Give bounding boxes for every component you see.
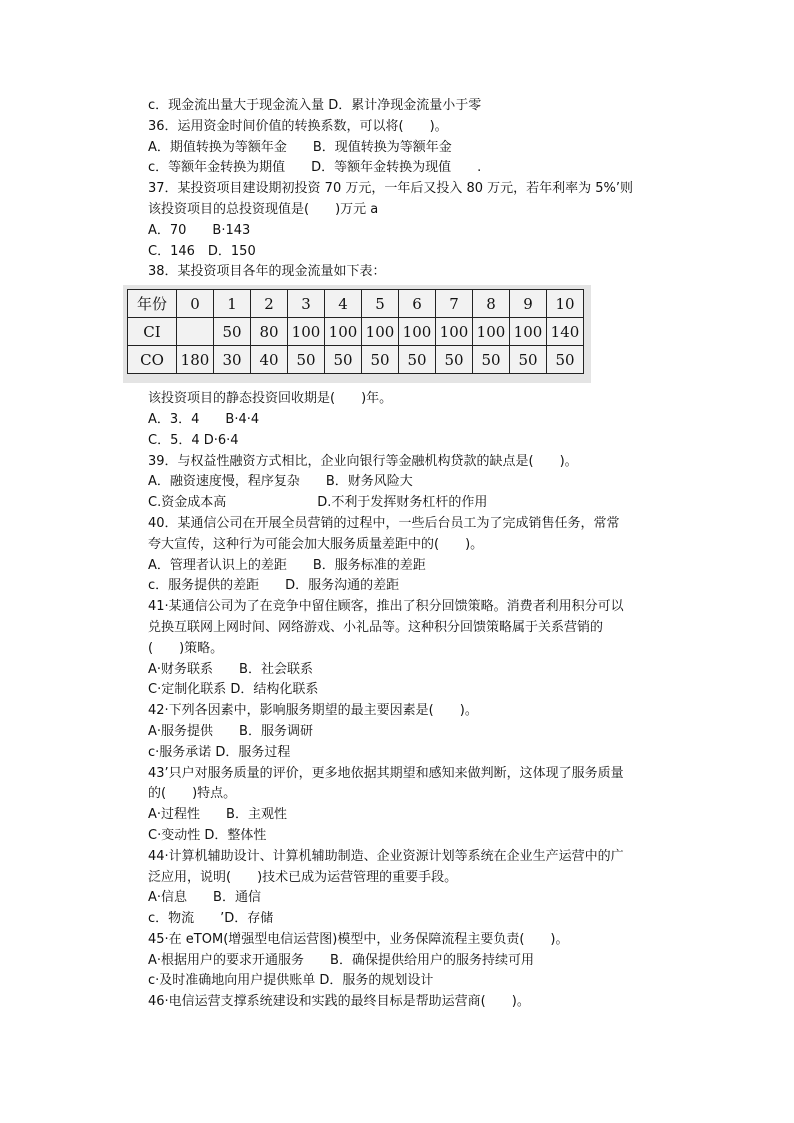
table-cell: 40 <box>251 346 288 374</box>
text-line: A．期值转换为等额年金 B．现值转换为等额年金 <box>148 139 452 155</box>
table-cell: 2 <box>251 290 288 318</box>
text-line: 的( )特点。 <box>148 786 237 802</box>
table-cell: 180 <box>177 346 214 374</box>
text-line: A·财务联系 B．社会联系 <box>148 661 313 677</box>
text-line: 夸大宣传，这种行为可能会加大服务质量差距中的( )。 <box>148 536 484 552</box>
text-line: c．物流 ’D．存储 <box>148 911 274 927</box>
table-row-co <box>128 346 584 374</box>
text-line: 兑换互联网上网时间、网络游戏、小礼品等。这种积分回馈策略属于关系营销的 <box>148 619 604 635</box>
table-cell: 3 <box>288 290 325 318</box>
text-line: C·变动性 D．整体性 <box>148 827 267 843</box>
text-line: A．3．4 B·4·4 <box>148 411 260 427</box>
text-line: 该投资项目的静态投资回收期是( )年。 <box>148 391 393 407</box>
table-cell: 50 <box>510 346 547 374</box>
text-line: A·根据用户的要求开通服务 B．确保提供给用户的服务持续可用 <box>148 952 534 968</box>
table-cell: 140 <box>547 318 584 346</box>
table-cell: 50 <box>436 346 473 374</box>
table-cell: 4 <box>325 290 362 318</box>
table-cell: 100 <box>362 318 399 346</box>
questions-38-46 <box>148 389 668 1013</box>
cash-flow-table <box>127 289 584 374</box>
table-cell: 0 <box>177 290 214 318</box>
table-cell: 1 <box>214 290 251 318</box>
text-line: 泛应用，说明( )技术已成为运营管理的重要手段。 <box>148 869 458 885</box>
table-cell: 100 <box>288 318 325 346</box>
text-line: C.资金成本高 D.不利于发挥财务杠杆的作用 <box>148 495 488 511</box>
table-cell: 50 <box>214 318 251 346</box>
text-line: ( )策略。 <box>148 640 224 656</box>
row-label-cell: 年份 <box>128 290 177 318</box>
table-cell: 6 <box>399 290 436 318</box>
text-line: A．管理者认识上的差距 B．服务标准的差距 <box>148 557 426 573</box>
table-cell: 7 <box>436 290 473 318</box>
text-line: c·及时准确地向用户提供账单 D．服务的规划设计 <box>148 973 434 989</box>
table-cell: 100 <box>510 318 547 346</box>
text-line: 该投资项目的总投资现值是( )万元 a <box>148 201 379 217</box>
text-line: 40．某通信公司在开展全员营销的过程中，一些后台员工为了完成销售任务，常常 <box>148 515 620 531</box>
table-cell: 10 <box>547 290 584 318</box>
cash-flow-table-image <box>123 285 591 383</box>
text-line: C．146 D．150 <box>148 243 256 259</box>
text-line: c．服务提供的差距 D．服务沟通的差距 <box>148 578 400 594</box>
table-cell: 100 <box>436 318 473 346</box>
text-line: 45·在 eTOM(增强型电信运营图)模型中，业务保障流程主要负责( )。 <box>148 931 569 947</box>
table-cell: 5 <box>362 290 399 318</box>
table-cell: 50 <box>547 346 584 374</box>
table-row-ci <box>128 318 584 346</box>
table-cell <box>177 318 214 346</box>
text-line: A·服务提供 B．服务调研 <box>148 723 313 739</box>
text-line: 36．运用资金时间价值的转换系数，可以将( )。 <box>148 118 448 134</box>
text-line: c．现金流出量大于现金流入量 D．累计净现金流量小于零 <box>148 98 482 113</box>
text-line: A．融资速度慢，程序复杂 B．财务风险大 <box>148 474 413 490</box>
table-cell: 80 <box>251 318 288 346</box>
question-content <box>136 96 668 1013</box>
text-line: 43’只户对服务质量的评价，更多地依据其期望和感知来做判断，这体现了服务质量 <box>148 765 624 781</box>
text-line: 38．某投资项目各年的现金流量如下表： <box>148 264 386 280</box>
table-cell: 30 <box>214 346 251 374</box>
table-cell: 100 <box>399 318 436 346</box>
text-line: 44·计算机辅助设计、计算机辅助制造、企业资源计划等系统在企业生产运营中的广 <box>148 848 624 864</box>
text-line: c．等额年金转换为期值 D．等额年金转换为现值 . <box>148 160 482 176</box>
text-line: 37．某投资项目建设期初投资 70 万元，一年后又投入 80 万元，若年利率为 5%’则 <box>148 181 634 197</box>
text-line: c·服务承诺 D．服务过程 <box>148 744 291 760</box>
text-line: A．70 B·143 <box>148 222 251 238</box>
table-cell: 50 <box>325 346 362 374</box>
table-cell: 8 <box>473 290 510 318</box>
text-line: A·信息 B．通信 <box>148 890 261 906</box>
table-cell: 50 <box>399 346 436 374</box>
text-line: 41·某通信公司为了在竞争中留住顾客，推出了积分回馈策略。消费者利用积分可以 <box>148 599 624 615</box>
row-label-cell: CI <box>128 318 177 346</box>
text-line: C·定制化联系 D．结构化联系 <box>148 682 319 698</box>
table-cell: 50 <box>473 346 510 374</box>
table-cell: 9 <box>510 290 547 318</box>
table-cell: 100 <box>473 318 510 346</box>
row-label-cell: CO <box>128 346 177 374</box>
text-line: 46·电信运营支撑系统建设和实践的最终目标是帮助运营商( )。 <box>148 994 530 1010</box>
table-cell: 50 <box>362 346 399 374</box>
table-header-row <box>128 290 584 318</box>
questions-35-38 <box>148 96 668 283</box>
text-line: A·过程性 B．主观性 <box>148 807 287 823</box>
table-cell: 100 <box>325 318 362 346</box>
table-cell: 50 <box>288 346 325 374</box>
text-line: 42·下列各因素中，影响服务期望的最主要因素是( )。 <box>148 703 478 719</box>
text-line: 39．与权益性融资方式相比，企业向银行等金融机构贷款的缺点是( )。 <box>148 453 578 469</box>
text-line: C．5．4 D·6·4 <box>148 432 239 448</box>
